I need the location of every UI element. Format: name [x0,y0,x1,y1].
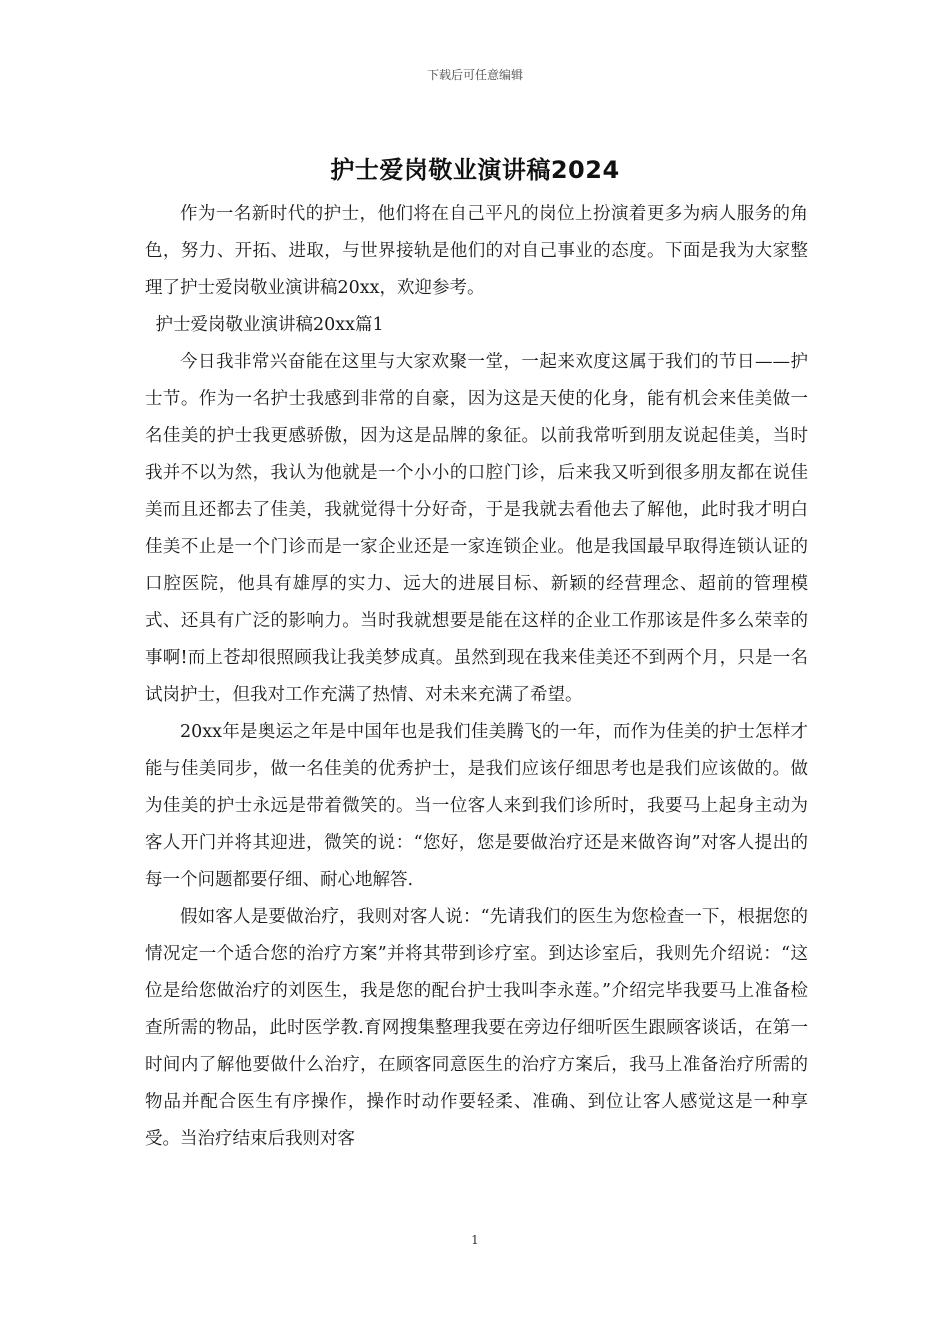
document-title: 护士爱岗敬业演讲稿2024 [330,156,620,184]
page-number: 1 [471,1233,479,1247]
paragraph-intro: 作为一名新时代的护士，他们将在自己平凡的岗位上扮演着更多为病人服务的角色，努力、开拓、进取，与世界接轨是他们的对自己事业的态度。下面是我为大家整理了护士爱岗敬业演讲稿20xx，欢迎参考。 [145,204,808,298]
paragraph-body: 假如客人是要做治疗，我则对客人说：“先请我们的医生为您检查一下，根据您的情况定一个适合您的治疗方案”并将其带到诊疗室。到达诊室后，我则先介绍说：“这位是给您做治疗的刘医生，我是您的配台护士我叫李永莲。”介绍完毕我要马上准备检查所需的物品，此时医学教.育网搜集整理我要在旁边仔细听医生跟顾客谈话，在第一时间内了解他要做什么治疗，在顾客同意医生的治疗方案后，我马上准备治疗所需的物品并配合医生有序操作，操作时动作要轻柔、准确、到位让客人感觉这是一种享受。当治疗结束后我则对客 [145,907,808,1149]
document-body [145,196,808,1158]
paragraph-body: 今日我非常兴奋能在这里与大家欢聚一堂，一起来欢度这属于我们的节日——护士节。作为一名护士我感到非常的自豪，因为这是天使的化身，能有机会来佳美做一名佳美的护士我更感骄傲，因为这是品牌的象征。以前我常听到朋友说起佳美，当时我并不以为然，我认为他就是一个小小的口腔门诊，后来我又听到很多朋友都在说佳美而且还都去了佳美，我就觉得十分好奇，于是我就去看他去了解他，此时我才明白佳美不止是一个门诊而是一家企业还是一家连锁企业。他是我国最早取得连锁认证的口腔医院，他具有雄厚的实力、远大的进展目标、新颖的经营理念、超前的管理模式、还具有广泛的影响力。当时我就想要是能在这样的企业工作那该是件多么荣幸的事啊!而上苍却很照顾我让我美梦成真。虽然到现在我来佳美还不到两个月，只是一名试岗护士，但我对工作充满了热情、对未来充满了希望。 [145,352,808,705]
section-heading: 护士爱岗敬业演讲稿20xx篇1 [155,315,384,335]
page-header-note: 下载后可任意编辑 [426,68,523,82]
paragraph-body: 20xx年是奥运之年是中国年也是我们佳美腾飞的一年，而作为佳美的护士怎样才能与佳美同步，做一名佳美的优秀护士，是我们应该仔细思考也是我们应该做的。做为佳美的护士永远是带着微笑的。当一位客人来到我们诊所时，我要马上起身主动为客人开门并将其迎进，微笑的说：“您好，您是要做治疗还是来做咨询”对客人提出的每一个问题都要仔细、耐心地解答. [145,722,808,890]
